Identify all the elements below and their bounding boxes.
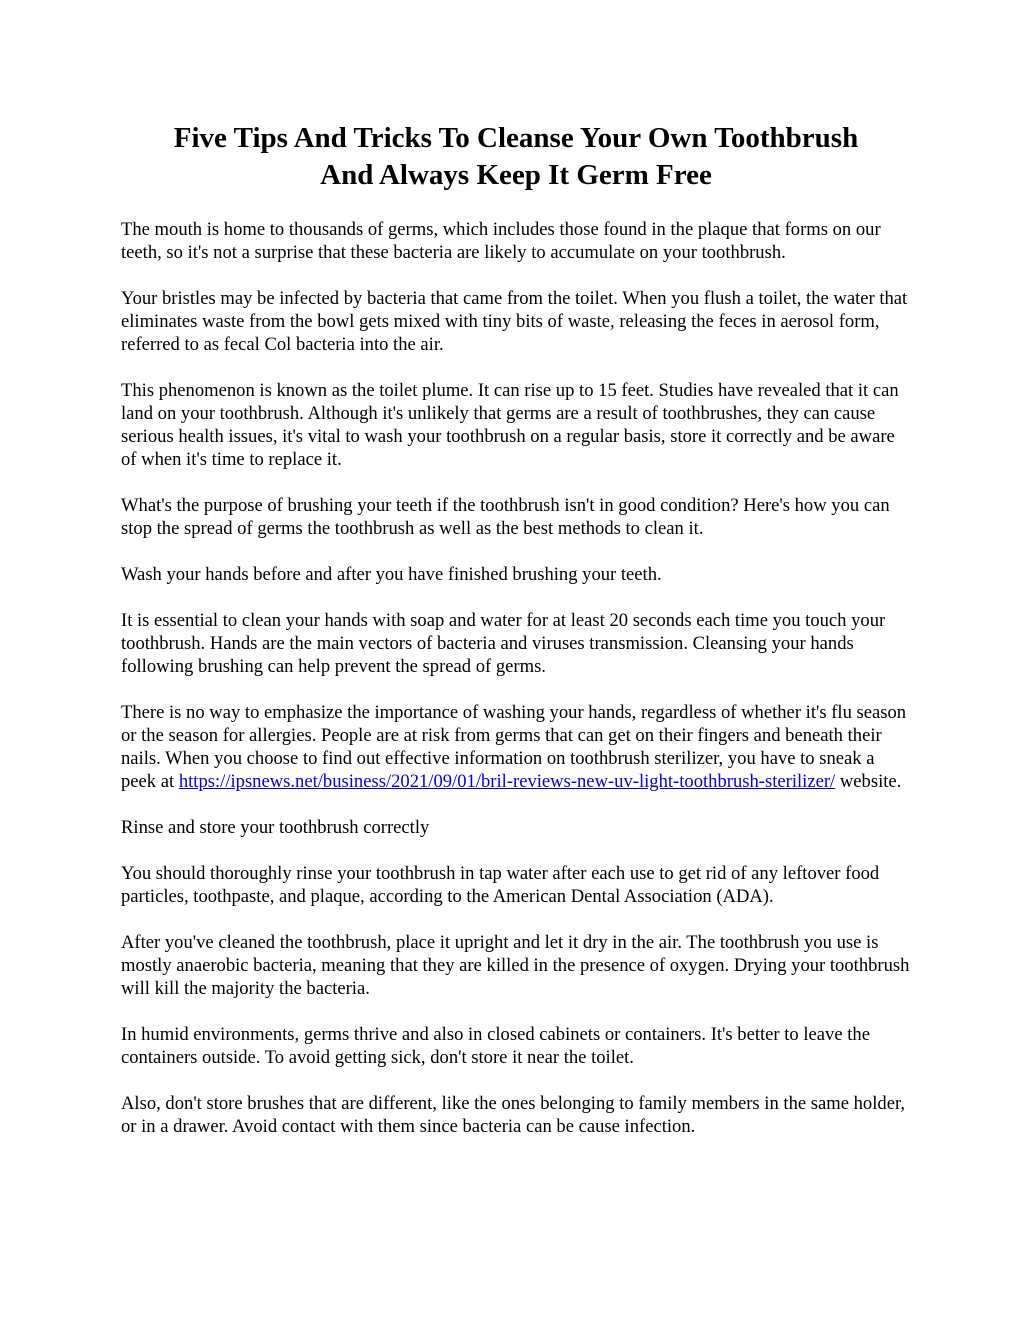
paragraph-toilet-plume: This phenomenon is known as the toilet plume. It can rise up to 15 feet. Studies have revealed that it can land on your toothbrush. Although it's unlikely that germs are a result of toothbrushes, they can cause serious health issues, it's vital to wash your toothbrush on a regular basis, store it correctly and be aware of when it's time to replace it. bbox=[121, 380, 899, 470]
paragraph-clean-hands: It is essential to clean your hands with soap and water for at least 20 seconds each time you touch your toothbrush. Hands are the main vectors of bacteria and viruses transmission. Cleansing your hands following brushing can help prevent the spread of germs. bbox=[121, 610, 886, 677]
paragraph-separate-brushes: Also, don't store brushes that are different, like the ones belonging to family members in the same holder, or in a drawer. Avoid contact with them since bacteria can be cause infection. bbox=[121, 1093, 906, 1137]
document-page bbox=[121, 120, 911, 1161]
paragraph-toilet-bacteria: Your bristles may be infected by bacteria that came from the toilet. When you flush a toilet, the water that eliminates waste from the bowl gets mixed with tiny bits of waste, releasing the feces in aerosol form, referred to as fecal Col bacteria into the air. bbox=[121, 288, 908, 355]
paragraph-purpose-of-brushing: What's the purpose of brushing your teeth if the toothbrush isn't in good condition? Here's how you can stop the spread of germs the toothbrush as well as the best methods to clean it. bbox=[121, 495, 890, 539]
link-paragraph-text-before: There is no way to emphasize the importance of washing your hands, regardless of whether it's flu season or the season for allergies. People are at risk from germs that can get on their fingers and beneath their nails. When you choose to find out effective information on toothbrush sterilizer, you have to sneak a peek at bbox=[121, 702, 907, 792]
title-line-1: Five Tips And Tricks To Cleanse Your Own Toothbrush bbox=[173, 122, 859, 154]
link-paragraph-text-after: website. bbox=[835, 771, 902, 792]
section-heading-rinse-and-store: Rinse and store your toothbrush correctly bbox=[121, 817, 430, 838]
section-heading-wash-hands: Wash your hands before and after you have finished brushing your teeth. bbox=[121, 564, 662, 585]
paragraph-rinse-toothbrush: You should thoroughly rinse your toothbrush in tap water after each use to get rid of any leftover food particles, toothpaste, and plaque, according to the American Dental Association (ADA). bbox=[121, 863, 880, 907]
sterilizer-article-link[interactable]: https://ipsnews.net/business/2021/09/01/bril-reviews-new-uv-light-toothbrush-sterilizer/ bbox=[178, 771, 836, 792]
title-line-2: And Always Keep It Germ Free bbox=[320, 159, 712, 191]
paragraph-germs-in-mouth: The mouth is home to thousands of germs, which includes those found in the plaque that forms on our teeth, so it's not a surprise that these bacteria are likely to accumulate on your toothbrush. bbox=[121, 219, 881, 263]
paragraph-humid-environments: In humid environments, germs thrive and also in closed cabinets or containers. It's better to leave the containers outside. To avoid getting sick, don't store it near the toilet. bbox=[121, 1024, 870, 1068]
document-title bbox=[121, 120, 911, 194]
paragraph-with-link bbox=[121, 701, 911, 793]
paragraph-dry-upright: After you've cleaned the toothbrush, place it upright and let it dry in the air. The toothbrush you use is mostly anaerobic bacteria, meaning that they are killed in the presence of oxygen. Drying your toothbrush will kill the majority the bacteria. bbox=[121, 932, 910, 999]
